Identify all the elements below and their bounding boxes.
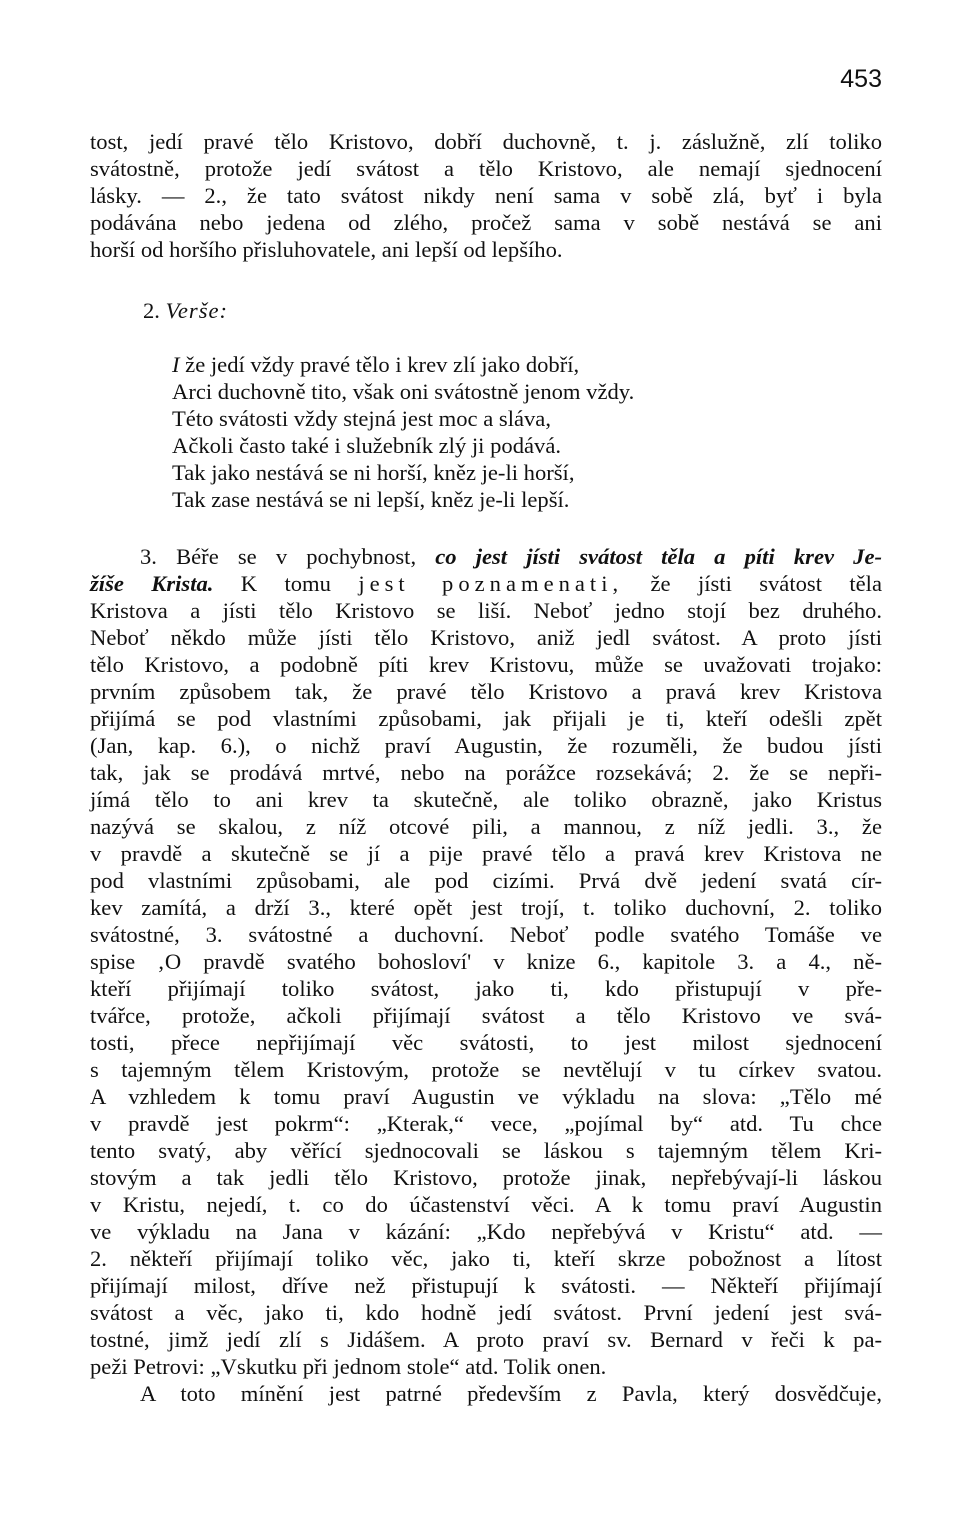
text-line: jímá tělo to ani krev ta skutečně, ale toliko obrazně, jako Kristus [90,787,882,812]
text-line [90,570,882,597]
verse-line [172,432,812,459]
text-run: K tomu [213,571,359,596]
text-line: přijímají milost, dříve než přistupují k svátosti. — Někteří přijímají [90,1273,882,1298]
page-number: 453 [840,65,882,93]
text-line: tost, jedí pravé tělo Kristovo, dobří duchovně, t. j. záslužně, zlí toliko [90,129,882,154]
text-line: stovým a tak jedli tělo Kristovo, protože jinak, nepřebývají-li láskou [90,1165,882,1190]
text-line: horší od horšího přisluhovatele, ani lepší od lepšího. [90,237,563,262]
verse-text: Tak jako nestává se ni horší, kněz je-li horší, [172,460,575,485]
text-line: Kristova a jísti tělo Kristovo se liší. Neboť jedno stojí bez druhého. [90,598,882,623]
text-line: svátostně, protože jedí svátost a tělo Kristovo, ale nemají sjednocení [90,156,882,181]
section-3-paragraph [90,543,882,1407]
verse-text: Této svátosti vždy stejná jest moc a sláva, [172,406,551,431]
text-line: podávána nebo jedena od zlého, pročež sama v sobě nestává se ani [90,210,882,235]
text-line: kev zamítá, a drží 3., které opět jest trojí, t. toliko duchovní, 2. toliko [90,895,882,920]
text-line [90,543,882,570]
verse-text: Arci duchovně tito, však oni svátostně jenom vždy. [172,379,635,404]
verse-line [172,459,812,486]
text-line: pod vlastními způsobami, ale pod cizími. Prvá dvě jedení svatá cír- [90,868,882,893]
text-line: ve výkladu na Jana v kázání: „Kdo nepřebývá v Kristu“ atd. — [90,1219,882,1244]
verse-line [172,351,812,378]
text-line: kteří přijímají toliko svátost, jako ti, kdo přistupují v pře- [90,976,882,1001]
verse-block [172,351,812,513]
verse-line [172,378,812,405]
text-line: Neboť někdo může jísti tělo Kristovo, aniž jedl svátost. A proto jísti [90,625,882,650]
text-line: tvářce, protože, ačkoli přijímají svátost a tělo Kristovo ve svá- [90,1003,882,1028]
text-line: A toto mínění jest patrné především z Pavla, který dosvědčuje, [140,1381,882,1406]
text-line: peži Petrovi: „Vskutku při jednom stole“ atd. Tolik onen. [90,1354,607,1379]
text-line: přijímá se pod vlastními způsobami, jak přijali je ti, kteří odešli zpět [90,706,882,731]
text-run: že jísti svátost těla [623,571,882,596]
text-line: tostné, jimž jedí zlí s Jidášem. A proto praví sv. Bernard v řeči k pa- [90,1327,882,1352]
verse-text: že jedí vždy pravé tělo i krev zlí jako dobří, [179,352,580,377]
text-line: lásky. — 2., že tato svátost nikdy není sama v sobě zlá, byť i byla [90,183,882,208]
text-line: s tajemným tělem Kristovým, protože se nevtělují v tu církev svatou. [90,1057,882,1082]
question-italic: co jest jísti svátost těla a píti krev Je- [435,544,882,569]
text-line: v pravdě jest pokrm“: „Kterak,“ vece, „pojímal by“ atd. Tu chce [90,1111,882,1136]
verse-line [172,486,812,513]
verse-text: Ačkoli často také i služebník zlý ji podává. [172,433,562,458]
verse-initial: I [172,352,180,377]
question-italic: žíše Krista. [90,571,214,596]
section-number: 2. [143,298,160,323]
section-title: Verše: [165,298,229,323]
section-heading-verses [143,297,228,324]
text-line: svátost a věc, jako ti, kdo hodně jedí svátost. První jedení jest svá- [90,1300,882,1325]
text-line: A vzhledem k tomu praví Augustin ve výkladu na slova: „Tělo mé [90,1084,882,1109]
text-line: (Jan, kap. 6.), o nichž praví Augustin, že rozuměli, že budou jísti [90,733,882,758]
text-line: spise ‚O pravdě svatého bohosloví' v knize 6., kapitole 3. a 4., ně- [90,949,882,974]
text-line: tento svatý, aby věřící sjednocovali se láskou s tajemným tělem Kri- [90,1138,882,1163]
text-line: tělo Kristovo, a podobně píti krev Kristovu, může se uvažovati trojako: [90,652,882,677]
text-line: tak, jak se prodává mrtvé, nebo na porážce rozsekává; 2. že se nepři- [90,760,882,785]
text-line: nazývá se skalou, z níž otcové pili, a mannou, z níž jedli. 3., že [90,814,882,839]
intro-paragraph [90,128,882,263]
text-line: v pravdě a skutečně se jí a pije pravé tělo a pravá krev Kristova ne [90,841,882,866]
verse-line [172,405,812,432]
verse-text: Tak zase nestává se ni lepší, kněz je-li lepší. [172,487,570,512]
text-line: tosti, přece nepřijímají věc svátosti, to jest milost sjednocení [90,1030,882,1055]
spaced-emphasis: jest poznamenati, [358,571,624,596]
text-line: 2. někteří přijímají toliko věc, jako ti, kteří skrze pobožnost a lítost [90,1246,882,1271]
text-line: svátostné, 3. svátostné a duchovní. Neboť podle svatého Tomáše ve [90,922,882,947]
text-run: 3. Béře se v pochybnost, [140,544,436,569]
text-line: v Kristu, nejedí, t. co do účastenství věci. A k tomu praví Augustin [90,1192,882,1217]
text-line: prvním způsobem tak, že pravé tělo Kristovo a pravá krev Kristova [90,679,882,704]
